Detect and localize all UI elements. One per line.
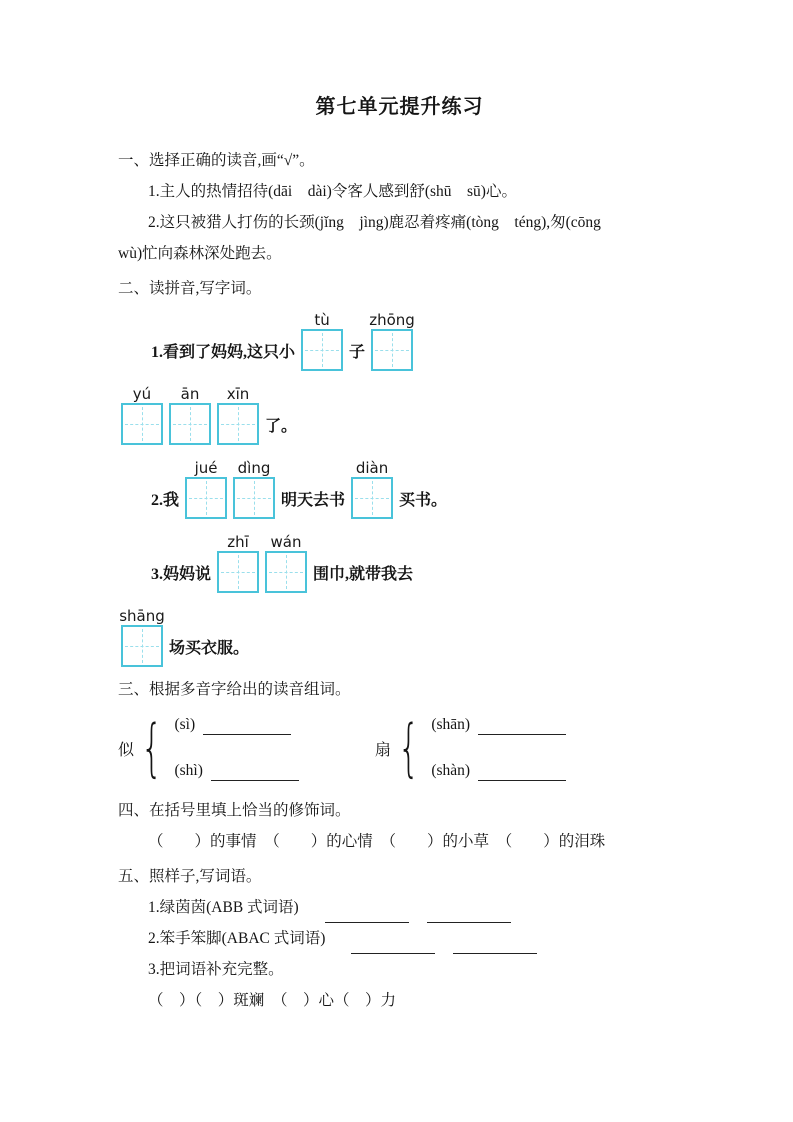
- pinyin-label: dìng: [237, 459, 271, 477]
- writing-box[interactable]: [119, 607, 165, 667]
- answer-blank[interactable]: [211, 763, 299, 781]
- brace-icon: {: [397, 711, 420, 785]
- writing-box[interactable]: [185, 459, 227, 519]
- section5-item3: 3.把词语补充完整。: [148, 961, 284, 978]
- pinyin-label: tù: [314, 311, 330, 329]
- polyphone-char: 扇: [374, 741, 391, 759]
- answer-blank[interactable]: [325, 905, 409, 923]
- answer-blank[interactable]: [203, 717, 291, 735]
- fill-line-q3b: [118, 600, 681, 667]
- polyphone-group-si: [118, 711, 299, 785]
- question-text: 1.绿茵茵(ABB 式词语): [148, 899, 299, 916]
- answer-blank[interactable]: [453, 936, 537, 954]
- reading-label: (shàn): [431, 762, 471, 779]
- writing-box[interactable]: [169, 385, 211, 445]
- section5-item3-fill-line: （ ）（ ）斑斓 （ ）心（ ）力: [148, 992, 397, 1009]
- pinyin-label: wán: [270, 533, 302, 551]
- worksheet-title: 第七单元提升练习: [315, 96, 484, 118]
- pinyin-label: xīn: [226, 385, 250, 403]
- section2-heading: 二、读拼音,写字词。: [118, 280, 262, 297]
- polyphone-char: 似: [118, 741, 135, 759]
- polyphone-group-shan: [374, 711, 566, 785]
- question-text: 围巾,就带我去: [313, 565, 414, 583]
- writing-box[interactable]: [121, 385, 163, 445]
- section3-heading: 三、根据多音字给出的读音组词。: [118, 681, 351, 698]
- question-text: 了。: [265, 417, 298, 435]
- fill-line-q2: [118, 452, 681, 519]
- writing-box[interactable]: [301, 311, 343, 371]
- pinyin-label: yú: [132, 385, 152, 403]
- section5-item1: [118, 892, 681, 923]
- question-text: 场买衣服。: [169, 639, 250, 657]
- question-text: 明天去书: [281, 491, 346, 509]
- fill-line-q1b: [118, 378, 681, 445]
- question-text: 2.我: [151, 491, 180, 509]
- section4-fill-line: （ ）的事情 （ ）的心情 （ ）的小草 （ ）的泪珠: [148, 833, 606, 850]
- section1-item2-line1: 2.这只被猎人打伤的长颈(jǐng jìng)鹿忍着疼痛(tòng téng),匆(cōng: [148, 214, 601, 231]
- section1-item1: 1.主人的热情招待(dāi dài)令客人感到舒(shū sū)心。: [148, 183, 517, 200]
- reading-label: (sì): [174, 716, 196, 733]
- pinyin-label: ān: [180, 385, 200, 403]
- writing-box[interactable]: [351, 459, 393, 519]
- section5-heading: 五、照样子,写词语。: [118, 868, 262, 885]
- question-text: 2.笨手笨脚(ABAC 式词语): [148, 930, 326, 947]
- writing-box[interactable]: [265, 533, 307, 593]
- answer-blank[interactable]: [351, 936, 435, 954]
- section1-item2-line2: wù)忙向森林深处跑去。: [118, 245, 282, 262]
- section5-item2: [118, 923, 681, 954]
- reading-label: (shān): [431, 716, 471, 733]
- pinyin-label: jué: [194, 459, 218, 477]
- question-text: 1.看到了妈妈,这只小: [151, 343, 296, 361]
- answer-blank[interactable]: [478, 717, 566, 735]
- pinyin-label: zhī: [227, 533, 249, 551]
- fill-line-q1: [118, 304, 681, 371]
- writing-box[interactable]: [217, 385, 259, 445]
- answer-blank[interactable]: [478, 763, 566, 781]
- polyphone-groups: [118, 711, 681, 785]
- brace-icon: {: [140, 711, 163, 785]
- answer-blank[interactable]: [427, 905, 511, 923]
- question-text: 3.妈妈说: [151, 565, 212, 583]
- section4-heading: 四、在括号里填上恰当的修饰词。: [118, 802, 351, 819]
- question-text: 买书。: [399, 491, 448, 509]
- fill-line-q3: [118, 526, 681, 593]
- pinyin-label: zhōng: [369, 311, 415, 329]
- writing-box[interactable]: [369, 311, 415, 371]
- section1-heading: 一、选择正确的读音,画“√”。: [118, 152, 315, 169]
- question-text: 子: [349, 343, 366, 361]
- writing-box[interactable]: [233, 459, 275, 519]
- pinyin-label: diàn: [355, 459, 389, 477]
- writing-box[interactable]: [217, 533, 259, 593]
- reading-label: (shì): [174, 762, 203, 779]
- pinyin-label: shāng: [119, 607, 165, 625]
